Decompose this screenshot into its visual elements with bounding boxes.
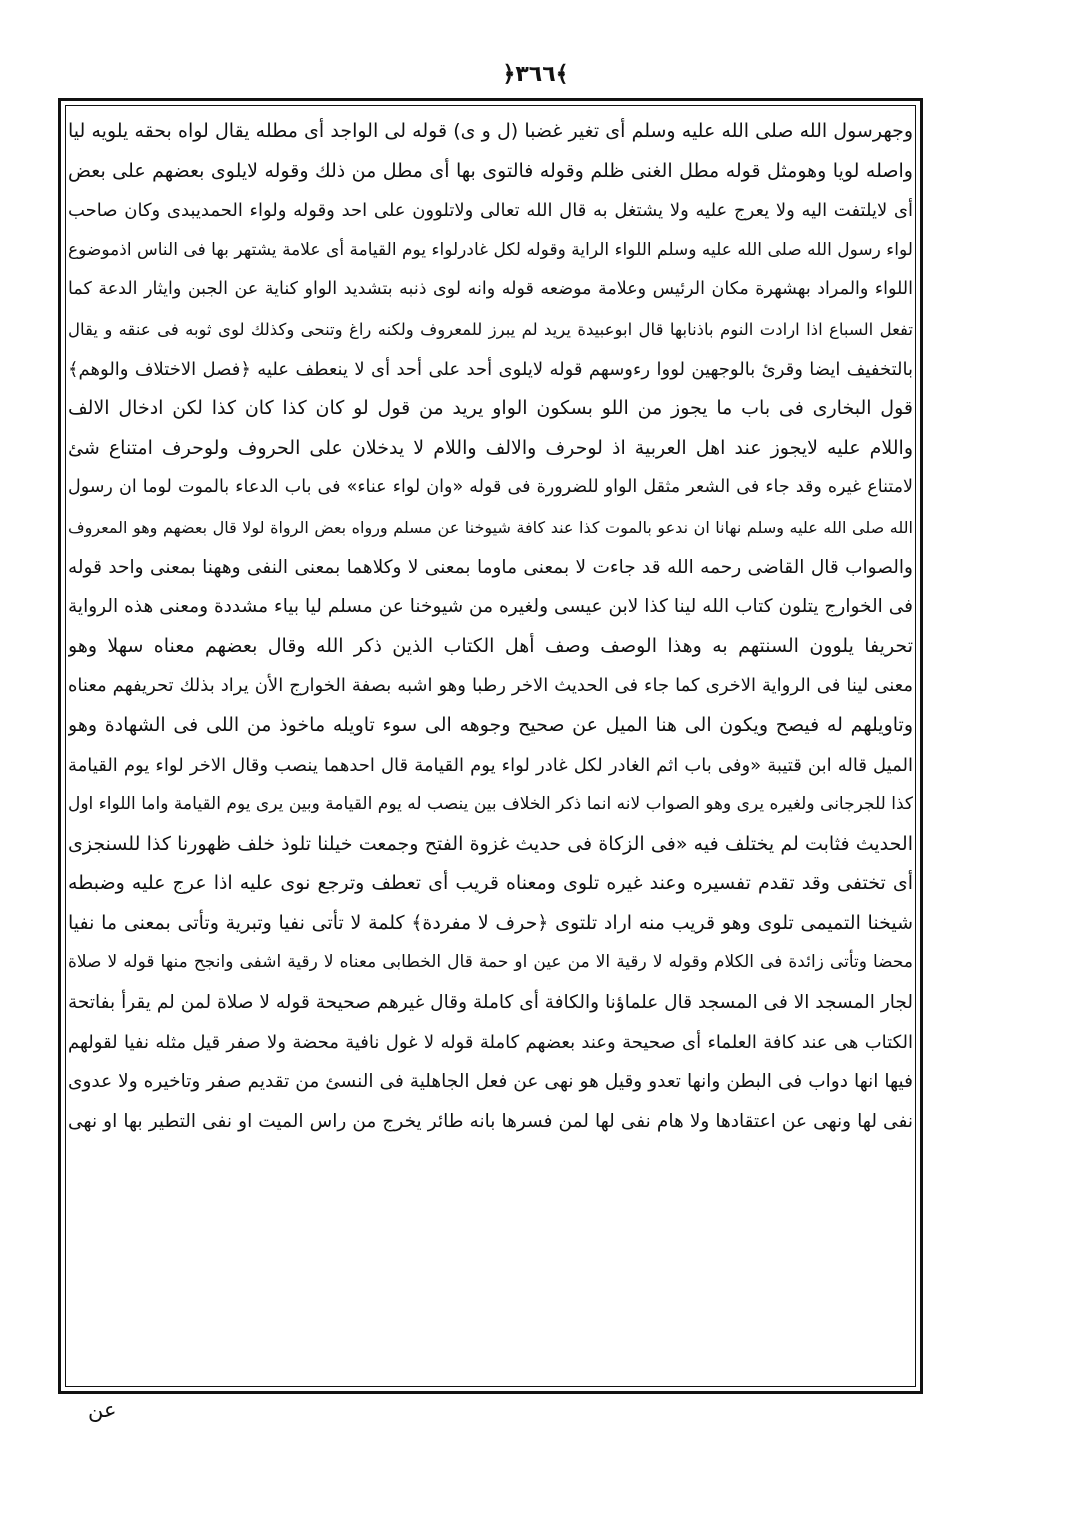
text-line: أى لايلتفت اليه ولا يعرج عليه ولا يشتغل به قال الله تعالى ولاتلوون على احد وقوله ولواء الحمديبدى وكان صاحب [68, 200, 913, 222]
text-line: محضا وتأتى زائدة فى الكلام وقوله لا رقية الا من عين او حمة قال الخطابى معناه لا رقية اشفى وانجح منها قوله لا صلاة [68, 952, 913, 973]
text-line: الميل قاله ابن قتيبة «وفى باب اثم الغادر لكل غادر لواء يوم القيامة قال احدهما ينصب وقال الاخر لواء يوم القيامة [68, 754, 913, 776]
text-line: فى الخوارج يتلون كتاب الله لينا كذا لابن عيسى ولغيره من شيوخنا عن مسلم ليا بياء مشددة ومعنى هذه الرواية [68, 596, 913, 618]
page-number: ﴿٣٦٦﴾ [502, 62, 569, 87]
text-line: شيخنا التميمى تلوى وهو قريب منه اراد تلتوى ﴿حرف لا مفردة﴾ كلمة لا تأتى نفيا وتبرية وتأتى بمعنى ما نفيا [68, 911, 913, 934]
text-line: لواء رسول الله صلى الله عليه وسلم اللواء الراية وقوله لكل غادرلواء يوم القيامة أى علامة يشتهر بها فى الناس اذموضوع [68, 239, 913, 260]
text-line: بالتخفيف ايضا وقرئ بالوجهين لووا رءوسهم قوله لايلوى أحد على أحد أى لا ينعطف عليه ﴿فصل الاختلاف والوهم﴾ [68, 358, 913, 380]
text-line: اللواء والمراد بهشهرة مكان الرئيس وعلامة موضعه قوله وانه لوى ذنبه بتشديد الواو كناية عن الجبن وايثار الدعة كما [68, 279, 913, 300]
text-line: كذا للجرجانى ولغيره يرى وهو الصواب لانه انما ذكر الخلاف بين ينصب له يوم القيامة وبين يرى يوم القيامة واما اللواء اول [68, 794, 913, 815]
text-line: أى تختفى وقد تقدم تفسيره وعند غيره تلوى ومعناه قريب أى تعطف وترجع نوى عليه اذا عرج عليه وضبطه [68, 872, 913, 895]
text-line: وتاويلهم له فيصح ويكون الى هنا الميل عن صحيح وجوهه الى سوء تاويله ماخوذ من اللى فى الشهادة وهو [68, 713, 913, 736]
text-line: نفى لها ونهى عن اعتقادها ولا هام نفى لها لمن فسرها بانه طائر يخرج من راس الميت او نفى التطير بها او نهى [68, 1110, 913, 1132]
text-line: قول البخارى فى باب ما يجوز من اللو بسكون الواو يريد من قول لو كان كذا كان كذا لكن ادخال الالف [68, 397, 913, 420]
text-line: تفعل السباع اذا ارادت النوم باذنابها قال ابوعبيدة يريد لم يبرز للمعروف ولكنه راغ وتنحى وكذلك لوى ثوبه فى عنقه و يقال [68, 319, 913, 339]
text-line: واللام عليه لايجوز عند اهل العربية اذ لوحرف والالف واللام لا يدخلان على الحروف ولوحرف امتناع شئ [68, 436, 913, 459]
text-line: تحريفا يلوون السنتهم به وهذا الوصف وصف أهل الكتاب الذين ذكر الله وقال بعضهم معناه سهلا وهو [68, 634, 913, 657]
text-line: الله صلى الله عليه وسلم نهانا ان ندعو بالموت كذا عند كافة شيوخنا عن مسلم ورواه بعض الرواة لولا قال بعضهم وهو المعروف [68, 517, 913, 537]
text-line: وجهرسول الله صلى الله عليه وسلم أى تغير غضبا (ل و ى) قوله لى الواجد أى مطله يقال لواه بحقه يلويه ليا [68, 120, 913, 142]
main-text [68, 112, 913, 1380]
text-line: معنى لينا فى الرواية الاخرى كما جاء فى الحديث الاخر رطبا وهو اشبه بصفة الخوارج الأن يراد بذلك تحريفهم معناه [68, 675, 913, 697]
text-line: الحديث فثابت لم يختلف فيه «فى الزكاة فى حديث غزوة الفتح وجمعت خيلنا تلوذ خلف ظهورنا كذا للسنجزى [68, 832, 913, 855]
text-line: لجار المسجد الا فى المسجد قال علماؤنا والكافة أى كاملة وقال غيرهم صحيحة قوله لا صلاة لمن لم يقرأ بفاتحة [68, 992, 913, 1014]
catchword: عن [88, 1398, 117, 1422]
text-line: واصله لويا وهومثل قوله مطل الغنى ظلم وقوله فالتوى بها أى مطل من ذلك وقوله لايلوى بعضهم على بعض [68, 159, 913, 182]
text-line: فيها انها دواب فى البطن وانها تعدو وقيل هو نهى عن فعل الجاهلية فى النسئ من تقديم صفر وتاخيره ولا عدوى [68, 1071, 913, 1093]
text-line: الكتاب هى عند كافة العلماء أى صحيحة وعند بعضهم كاملة قوله لا غول نافية محضة ولا صفر قيل مثله نفيا لقولهم [68, 1031, 913, 1053]
text-line: والصواب قال القاضى رحمه الله قد جاءت لا بمعنى ماوما بمعنى لا وكلاهما بمعنى النفى وههنا بمعنى واحد قوله [68, 556, 913, 578]
text-line: لامتناع غيره وقد جاء فى الشعر مثقل الواو للضرورة فى قوله «وان لواء عناء» فى باب الدعاء بالموت لوما ان رسول [68, 477, 913, 498]
